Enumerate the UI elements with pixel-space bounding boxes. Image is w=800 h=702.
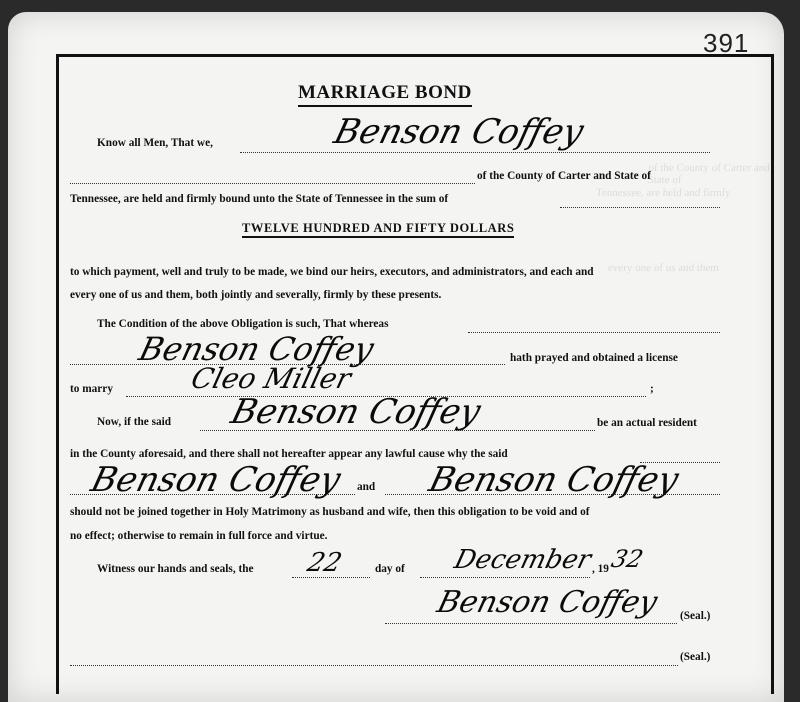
condition-text: The Condition of the above Obligation is such, That whereas — [97, 318, 389, 330]
handwritten-principal-1: Benson Coffey — [330, 112, 588, 152]
county-blank — [70, 183, 475, 184]
to-marry-text: to marry — [70, 383, 113, 395]
county-state-text: of the County of Carter and State of — [477, 170, 651, 182]
signature-line-1 — [385, 623, 677, 624]
seal-label-1: (Seal.) — [680, 610, 711, 622]
signature-line-2 — [70, 665, 678, 666]
name-blank-1 — [240, 152, 710, 153]
page-number: 391 — [703, 28, 750, 58]
matrimony-text-1: should not be joined together in Holy Matrimony as husband and wife, then this obligation to be void and of — [70, 506, 590, 518]
page-title: MARRIAGE BOND — [298, 82, 472, 107]
bond-amount: TWELVE HUNDRED AND FIFTY DOLLARS — [242, 221, 514, 238]
month-blank — [420, 577, 590, 578]
bleed-through-text: Tennessee, are held and firmly — [595, 187, 731, 199]
day-of-text: day of — [375, 563, 405, 575]
held-bound-text: Tennessee, are held and firmly bound unto the State of Tennessee in the sum of — [70, 193, 449, 205]
handwritten-year: 32 — [608, 545, 647, 573]
handwritten-principal-5: Benson Coffey — [425, 460, 683, 500]
handwritten-principal-4: Benson Coffey — [87, 460, 345, 500]
bleed-through-text: of the County of Carter and State of — [647, 162, 771, 186]
prayed-text: hath prayed and obtained a license — [510, 352, 678, 364]
semicolon-text: ; — [650, 383, 654, 395]
condition-blank — [468, 332, 720, 333]
know-all-text: Know all Men, That we, — [97, 137, 213, 149]
year-prefix-text: , 19 — [592, 563, 609, 575]
handwritten-principal-2: Benson Coffey — [135, 330, 378, 368]
handwritten-principal-3: Benson Coffey — [227, 392, 485, 432]
seal-label-2: (Seal.) — [680, 651, 711, 663]
payment-text-2: every one of us and them, both jointly and severally, firmly by these presents. — [70, 289, 442, 301]
now-if-text: Now, if the said — [97, 416, 172, 428]
handwritten-bride: Cleo Miller — [187, 362, 355, 395]
matrimony-text-2: no effect; otherwise to remain in full force and virtue. — [70, 530, 328, 542]
and-text: and — [357, 481, 376, 493]
bleed-through-text: every one of us and them — [607, 262, 720, 274]
payment-text-1: to which payment, well and truly to be made, we bind our heirs, executors, and administrators, and each and — [70, 266, 594, 278]
handwritten-signature: Benson Coffey — [433, 585, 661, 620]
handwritten-day: 22 — [304, 548, 345, 578]
county-aforesaid-text: in the County aforesaid, and there shall not hereafter appear any lawful cause why the said — [70, 448, 508, 460]
resident-text: be an actual resident — [597, 417, 697, 429]
witness-text: Witness our hands and seals, the — [97, 563, 254, 575]
sum-blank — [560, 207, 720, 208]
handwritten-month: December — [451, 545, 595, 575]
